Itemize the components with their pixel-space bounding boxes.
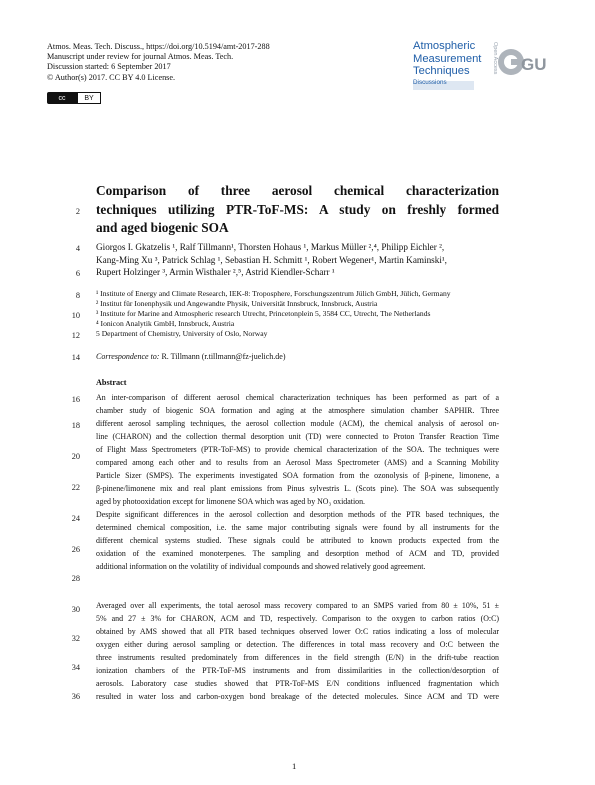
svg-text:GU: GU	[521, 55, 547, 74]
text-line: determined chemical composition, i.e. the same major contributing signals were found by all instruments for the	[96, 523, 499, 532]
logo-bar	[413, 81, 474, 90]
line-number: 16	[71, 395, 80, 404]
text-line: chamber study of biogenic SOA formation and aging at the atmosphere simulation chamber SAPHIR. Three	[96, 406, 499, 415]
line-number: 18	[71, 421, 80, 430]
abstract-paragraph-1	[96, 391, 499, 508]
abstract-paragraph-3	[96, 599, 499, 703]
cc-icon: cc	[47, 92, 77, 104]
open-access-label	[488, 40, 496, 88]
line-number: 20	[71, 452, 80, 461]
text-line: aerosols. Laboratory case studies showed that PTR-ToF-MS E/N conditions influenced fragmentation which	[96, 679, 499, 688]
text-line: oxidation of the examined monoterpenes. The sampling and desorption method of ACM and TD, provided	[96, 549, 499, 558]
line-number: 24	[71, 514, 80, 523]
abstract-paragraph-2	[96, 508, 499, 573]
line-number: 14	[71, 353, 80, 362]
running-header	[47, 42, 270, 83]
abstract-heading: Abstract	[96, 378, 127, 387]
affiliation: ³ Institute for Marine and Atmospheric research Utrecht, Princetonplein 5, 3584 CC, Utrecht, The Netherlands	[96, 308, 431, 318]
paper-title	[96, 182, 499, 238]
text-line: compared among each other and to results from an Aerosol Mass Spectrometer (AMS) and a Scanning Mobility	[96, 458, 499, 467]
line-number: 12	[71, 331, 80, 340]
by-icon: BY	[77, 92, 101, 104]
author-line: Rupert Holzinger ³, Armin Wisthaler ²,⁵, Astrid Kiendler-Scharr ¹	[96, 267, 335, 278]
text-line: Despite significant differences in the aerosol collection and desorption methods of the PTR based techniques, the	[96, 510, 499, 519]
correspondence-label: Correspondence to:	[96, 352, 160, 361]
header-line: Discussion started: 6 September 2017	[47, 62, 171, 72]
text-line: aged by photooxidation except for limonene SOA which was aged by NO₃ oxidation.	[96, 497, 366, 506]
header-line: Manuscript under review for journal Atmos. Meas. Tech.	[47, 52, 234, 62]
title-line: and aged biogenic SOA	[96, 220, 229, 235]
correspondence-email[interactable]: R. Tillmann (r.tillmann@fz-juelich.de)	[161, 352, 286, 361]
line-number: 26	[71, 545, 80, 554]
affiliation: 5 Department of Chemistry, University of Oslo, Norway	[96, 328, 268, 338]
text-line: ionization chambers of the PTR-ToF-MS instruments and from dissimilarities in the collection/desorption of	[96, 666, 499, 675]
affiliation: ¹ Institute of Energy and Climate Research, IEK-8: Troposphere, Forschungszentrum Jülich GmbH, Jülich, Germany	[96, 289, 451, 298]
line-number: 36	[71, 692, 80, 701]
line-number: 8	[75, 291, 80, 300]
page-number: 1	[292, 761, 297, 771]
author-line: Kang-Ming Xu ³, Patrick Schlag ¹, Sebastian H. Schmitt ¹, Robert Wegener¹, Martin Kaminski¹,	[96, 254, 447, 265]
cc-by-license-badge[interactable]	[47, 92, 101, 104]
author-line: Giorgos I. Gkatzelis ¹, Ralf Tillmann¹, Thorsten Hohaus ¹, Markus Müller ²,⁴, Philipp Eichler ²,	[96, 242, 445, 252]
text-line: Averaged over all experiments, the total aerosol mass recovery compared to an SMPS varied from 80 ± 10%, 51 ±	[96, 601, 499, 610]
title-line: Comparison of three aerosol chemical characterization	[96, 183, 499, 198]
text-line: 5% and 27 ± 3% for CHARON, ACM and TD, respectively. Comparison to the oxygen to carbon ratios (O:C)	[96, 614, 499, 623]
text-line: obtained by AMS showed that all PTR based techniques observed lower O:C ratios indicating a loss of molecular	[96, 627, 499, 636]
line-number: 6	[75, 269, 80, 278]
line-number: 10	[71, 311, 80, 320]
line-number: 34	[71, 663, 80, 672]
text-line: different chemical systems studied. These signals could be attributed to known products expected from the	[96, 536, 499, 545]
text-line: additional information on the volatility of individual compounds and showed relatively good agreement.	[96, 562, 426, 571]
text-line: resulted in water loss and carbon-oxygen bond breakage of the detected molecules. Since ACM and TD were	[96, 692, 499, 701]
affiliations	[96, 289, 516, 339]
text-line: β-pinene/limonene mix and real plant emissions from Pinus sylvestris L. (Scots pine). The SOA was subsequently	[96, 484, 499, 493]
affiliation: ⁴ Ionicon Analytik GmbH, Innsbruck, Austria	[96, 318, 235, 328]
line-number: 22	[71, 483, 80, 492]
correspondence	[96, 352, 286, 361]
text-line: of Flight Mass Spectrometers (PTR-ToF-MS) to provide chemical characterization of the SOA. The techniques were	[96, 445, 499, 454]
line-number: 30	[71, 605, 80, 614]
header-line: © Author(s) 2017. CC BY 4.0 License.	[47, 72, 176, 82]
text-line: Particle Sizer (SMPS). The experiments investigated SOA formation from the ozonolysis of β-pinene, limonene, a	[96, 471, 499, 480]
line-number: 4	[75, 244, 80, 253]
logo-line: Measurement	[413, 52, 482, 65]
header-line: Atmos. Meas. Tech. Discuss., https://doi.org/10.5194/amt-2017-288	[47, 42, 270, 51]
svg-text:Open Access: Open Access	[492, 42, 498, 75]
egu-logo-icon	[497, 45, 549, 79]
text-line: oxygen either during aerosol sampling or detection. The differences in total mass recovery and O:C between the	[96, 640, 499, 649]
logo-line: Atmospheric	[413, 40, 476, 52]
affiliation: ² Institut für Ionenphysik und Angewandte Physik, Universität Innsbruck, Innsbruck, Austria	[96, 298, 378, 308]
line-number: 32	[71, 634, 80, 643]
line-number: 28	[71, 574, 80, 583]
logo-subtitle: Discussions	[413, 78, 447, 86]
text-line: line (CHARON) and the collection thermal desorption unit (TD) were connected to Proton Transfer Reaction Time	[96, 432, 499, 441]
text-line: three instruments resulted predominately from differences in the field strength (E/N) in the drift-tube reaction	[96, 653, 499, 662]
logo-line: Techniques	[413, 65, 470, 77]
text-line: An inter-comparison of different aerosol chemical characterization techniques has been performed as part of a	[96, 393, 499, 402]
title-line: techniques utilizing PTR-ToF-MS: A study on freshly formed	[96, 201, 499, 217]
author-list	[96, 241, 501, 279]
line-number: 2	[75, 207, 80, 216]
text-line: different aerosol sampling techniques, the aerosol collection module (ACM), the chemical analysis of aerosol on-	[96, 419, 499, 428]
